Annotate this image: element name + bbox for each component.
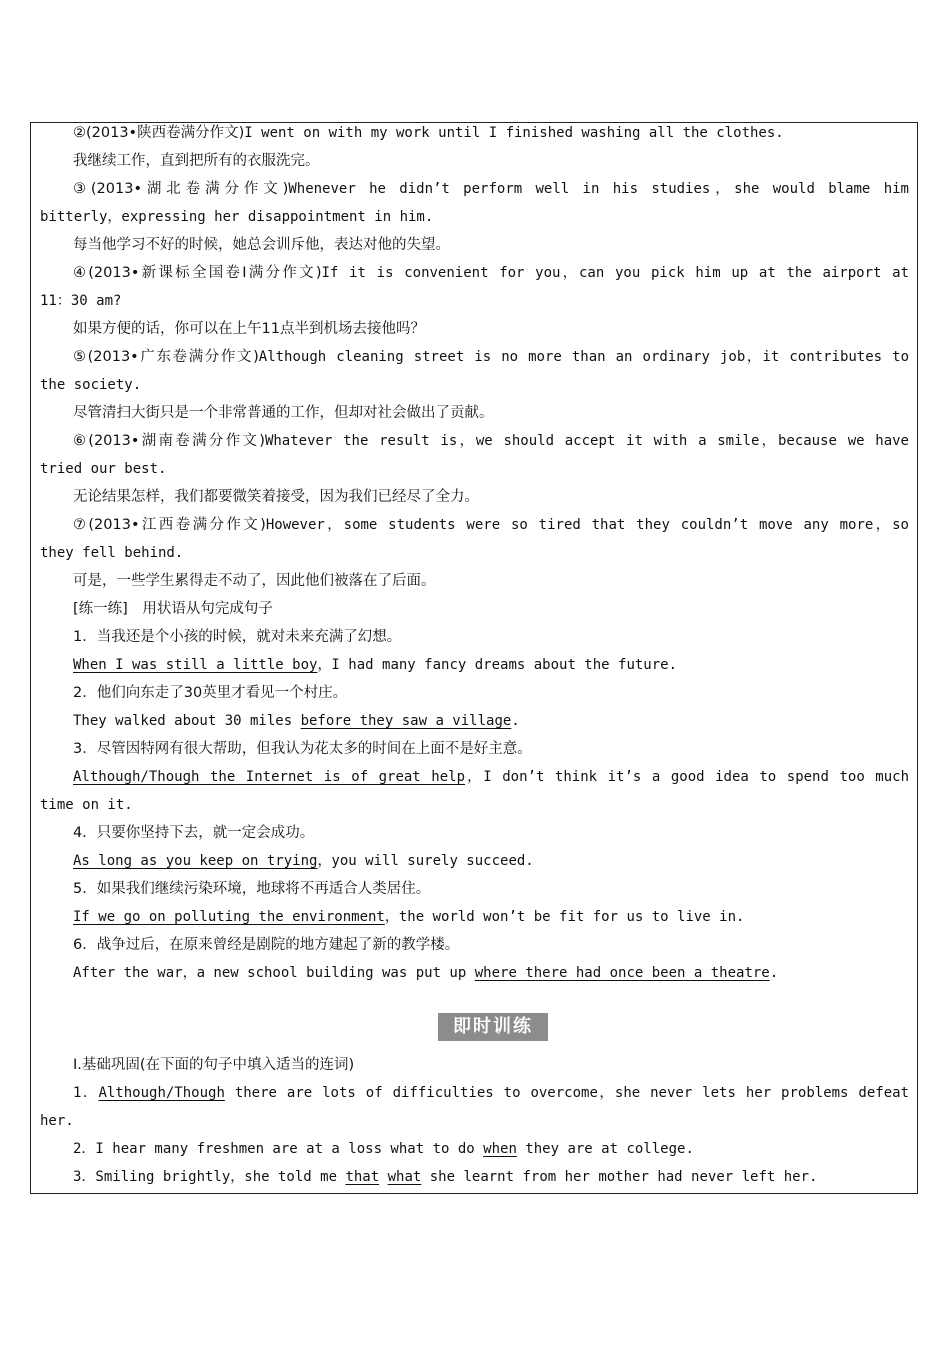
practice-prompt: 5．如果我们继续污染环境，地球将不再适合人类居住。 bbox=[73, 881, 431, 897]
example-translation: 尽管清扫大街只是一个非常普通的工作，但却对社会做出了贡献。 bbox=[73, 405, 494, 421]
practice-prompt: 4．只要你坚持下去，就一定会成功。 bbox=[73, 825, 315, 841]
answer-blank: where there had once been a theatre bbox=[474, 965, 770, 981]
example-line: ②(2013•陕西卷满分作文)I went on with my work until I finished washing all the clothes. bbox=[73, 125, 784, 141]
example-line: ⑦(2013•江西卷满分作文)However，some students were so tired that they couldn’t move any more，so bbox=[73, 517, 909, 533]
answer-blank: Although/Though bbox=[98, 1085, 225, 1101]
example-translation: 可是，一些学生累得走不动了，因此他们被落在了后面。 bbox=[73, 573, 436, 589]
example-line-cont: they fell behind. bbox=[40, 545, 184, 561]
practice-prompt: 2．他们向东走了30英里才看见一个村庄。 bbox=[73, 685, 348, 701]
practice-heading: [练一练] 用状语从句完成句子 bbox=[73, 601, 273, 617]
example-line-cont: 11：30 am? bbox=[40, 293, 122, 309]
example-line-cont: bitterly，expressing her disappointment in him. bbox=[40, 209, 434, 225]
example-line: ③(2013•湖北卷满分作文)Whenever he didn’t perform well in his studies，she would blame him bbox=[73, 181, 909, 197]
practice-answer-line: They walked about 30 miles before they saw a village. bbox=[73, 713, 520, 729]
example-line: ④(2013•新课标全国卷Ⅰ满分作文)If it is convenient for you，can you pick him up at the airport at bbox=[73, 265, 909, 281]
section-heading: Ⅰ.基础巩固(在下面的句子中填入适当的连词) bbox=[73, 1057, 355, 1073]
practice-answer-line: As long as you keep on trying，you will surely succeed. bbox=[73, 853, 534, 869]
practice-answer-line: After the war，a new school building was put up where there had once been a theatre. bbox=[73, 965, 779, 981]
answer-blank: when bbox=[483, 1141, 517, 1157]
example-translation: 每当他学习不好的时候，她总会训斥他，表达对他的失望。 bbox=[73, 237, 450, 253]
answer-blank: Although/Though the Internet is of great help bbox=[73, 769, 466, 785]
answer-blank: As long as you keep on trying bbox=[73, 853, 318, 869]
answer-blank: what bbox=[387, 1169, 422, 1185]
answer-blank: If we go on polluting the environment bbox=[73, 909, 385, 925]
practice-prompt: 1．当我还是个小孩的时候，就对未来充满了幻想。 bbox=[73, 629, 402, 645]
answer-blank: before they saw a village bbox=[300, 713, 512, 729]
example-translation: 我继续工作，直到把所有的衣服洗完。 bbox=[73, 153, 320, 169]
example-line: ⑤(2013•广东卷满分作文)Although cleaning street is no more than an ordinary job，it contributes to bbox=[73, 349, 909, 365]
exercise-line-cont: her. bbox=[40, 1113, 74, 1129]
example-line: ⑥(2013•湖南卷满分作文)Whatever the result is，we should accept it with a smile，because we have bbox=[73, 433, 909, 449]
content-box bbox=[30, 122, 918, 1194]
example-translation: 无论结果怎样，我们都要微笑着接受，因为我们已经尽了全力。 bbox=[73, 489, 479, 505]
practice-answer-line: When I was still a little boy，I had many fancy dreams about the future. bbox=[73, 657, 678, 673]
example-line-cont: tried our best. bbox=[40, 461, 167, 477]
example-line-cont: the society. bbox=[40, 377, 142, 393]
practice-prompt: 6．战争过后，在原来曾经是剧院的地方建起了新的教学楼。 bbox=[73, 937, 460, 953]
practice-answer-line: If we go on polluting the environment，the world won’t be fit for us to live in. bbox=[73, 909, 745, 925]
practice-answer-cont: time on it. bbox=[40, 797, 133, 813]
answer-blank: When I was still a little boy bbox=[73, 657, 318, 673]
exercise-line: 1．Although/Though there are lots of difficulties to overcome，she never lets her problems defeat bbox=[73, 1085, 909, 1101]
practice-prompt: 3．尽管因特网有很大帮助，但我认为花太多的时间在上面不是好主意。 bbox=[73, 741, 532, 757]
answer-blank: that bbox=[345, 1169, 380, 1185]
example-translation: 如果方便的话，你可以在上午11点半到机场去接他吗？ bbox=[73, 321, 425, 337]
exercise-line: 2．I hear many freshmen are at a loss what to do when they are at college. bbox=[73, 1141, 694, 1157]
section-banner: 即时训练 bbox=[438, 1013, 548, 1041]
practice-answer-line: Although/Though the Internet is of great help，I don’t think it’s a good idea to spend too much bbox=[73, 769, 909, 785]
exercise-line: 3．Smiling brightly，she told me that what she learnt from her mother had never left her. bbox=[73, 1169, 818, 1185]
